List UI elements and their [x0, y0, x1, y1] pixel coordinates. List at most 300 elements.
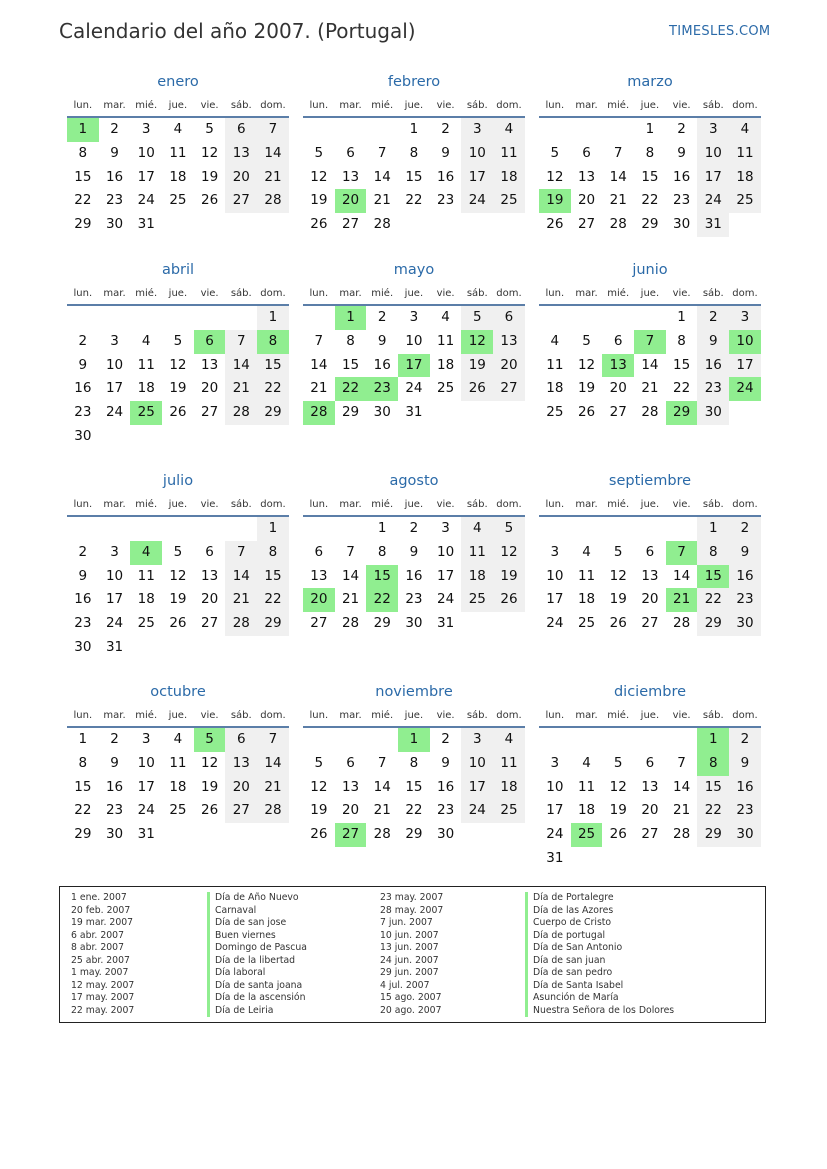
day-cell: 9 [441, 144, 450, 161]
day-cell: 7 [613, 144, 623, 161]
legend-date: 22 may. 2007 [71, 1004, 135, 1016]
legend-name: Día de las Azores [525, 905, 674, 918]
day-cell: 11 [577, 778, 596, 795]
empty-day-cell [634, 306, 666, 330]
day-cell: 29 [341, 404, 360, 421]
holiday-day-cell: 29 [666, 401, 698, 425]
weekday-label: mié. [607, 288, 630, 299]
legend-name: Día de San Antonio [525, 942, 674, 955]
day-cell: 14 [673, 778, 691, 795]
day-cell: 10 [697, 142, 729, 166]
day-cell: 16 [373, 356, 391, 373]
weekday-label: dom. [496, 100, 522, 111]
day-cell: 19 [609, 591, 627, 608]
day-cell: 5 [550, 144, 560, 161]
day-cell: 7 [314, 332, 324, 349]
day-cell: 16 [74, 591, 92, 608]
empty-day-cell [539, 728, 571, 752]
day-cell: 22 [74, 802, 92, 819]
day-cell: 21 [310, 380, 328, 397]
day-cell: 10 [546, 567, 564, 584]
day-cell: 24 [697, 189, 729, 213]
day-cell: 2 [377, 309, 387, 325]
day-cell: 23 [437, 802, 455, 819]
day-cell: 26 [169, 404, 187, 421]
weekday-label: mar. [103, 710, 126, 721]
brand-link[interactable]: TIMESLES.COM [669, 24, 771, 39]
day-cell: 29 [641, 216, 659, 233]
empty-day-cell [99, 517, 131, 541]
legend-names-left [207, 892, 307, 1017]
day-cell: 15 [74, 778, 92, 795]
empty-day-cell [194, 306, 226, 330]
weekday-label: vie. [200, 499, 219, 510]
empty-day-cell [571, 118, 603, 142]
holiday-day-cell: 5 [194, 728, 226, 752]
month-name: mayo [393, 262, 435, 278]
day-cell: 3 [550, 754, 560, 771]
weekday-label: dom. [260, 499, 286, 510]
day-cell: 1 [409, 121, 419, 137]
day-cell: 30 [105, 216, 124, 233]
legend-date: 12 may. 2007 [71, 979, 135, 991]
legend-date: 20 ago. 2007 [380, 1004, 442, 1016]
day-cell: 10 [437, 543, 455, 560]
day-cell: 2 [697, 306, 729, 330]
legend-name: Día de portugal [525, 930, 674, 943]
day-cell: 30 [729, 823, 761, 847]
day-cell: 11 [546, 356, 564, 373]
weekday-label: lun. [309, 499, 329, 510]
weekday-label: jue. [404, 499, 424, 510]
day-cell: 6 [346, 144, 355, 161]
day-cell: 10 [461, 752, 493, 776]
month-abril [67, 258, 289, 449]
legend-name: Asunción de María [525, 992, 674, 1005]
day-cell: 11 [493, 752, 525, 776]
day-cell: 21 [641, 380, 659, 397]
legend-date: 19 mar. 2007 [71, 917, 134, 928]
weekday-label: sáb. [466, 100, 488, 111]
day-cell: 27 [201, 615, 219, 632]
day-cell: 16 [729, 776, 761, 800]
weekday-label: vie. [672, 710, 691, 721]
day-cell: 27 [609, 404, 627, 421]
day-cell: 31 [697, 213, 729, 237]
weekday-label: mié. [371, 499, 394, 510]
day-cell: 2 [441, 731, 450, 747]
day-cell: 9 [697, 330, 729, 354]
day-cell: 1 [257, 306, 289, 330]
day-cell: 26 [169, 615, 187, 632]
day-cell: 2 [677, 121, 686, 137]
month-marzo [539, 70, 761, 237]
weekday-label: vie. [436, 100, 455, 111]
holiday-day-cell: 1 [697, 728, 729, 752]
day-cell: 29 [74, 216, 92, 233]
day-cell: 2 [729, 728, 761, 752]
weekday-label: dom. [732, 710, 758, 721]
day-cell: 19 [609, 802, 627, 819]
day-cell: 11 [137, 356, 155, 373]
holiday-day-cell: 25 [130, 401, 162, 425]
day-cell: 24 [437, 591, 455, 608]
day-cell: 23 [437, 192, 455, 209]
day-cell: 6 [613, 332, 623, 349]
day-cell: 23 [729, 588, 761, 612]
day-cell: 18 [137, 591, 155, 608]
day-cell: 4 [493, 728, 525, 752]
day-cell: 8 [677, 332, 686, 349]
day-cell: 1 [697, 517, 729, 541]
day-cell: 22 [641, 192, 659, 209]
day-cell: 18 [577, 802, 596, 819]
day-cell: 23 [697, 377, 729, 401]
weekday-label: mié. [135, 100, 158, 111]
empty-day-cell [571, 517, 603, 541]
weekday-label: lun. [309, 288, 329, 299]
day-grid [539, 728, 761, 871]
weekday-label: lun. [309, 710, 329, 721]
day-cell: 28 [609, 216, 627, 233]
weekday-label: lun. [73, 499, 93, 510]
day-cell: 3 [110, 543, 119, 560]
legend-date: 28 may. 2007 [380, 904, 444, 916]
day-cell: 24 [461, 189, 493, 213]
day-cell: 6 [225, 118, 257, 142]
day-cell: 25 [461, 588, 493, 612]
day-cell: 29 [697, 823, 729, 847]
day-cell: 25 [169, 802, 187, 819]
day-cell: 10 [105, 356, 124, 373]
day-cell: 15 [641, 168, 659, 185]
weekday-label: mar. [103, 288, 126, 299]
day-cell: 10 [461, 142, 493, 166]
legend-name: Carnaval [207, 905, 307, 918]
weekday-label: jue. [168, 100, 188, 111]
weekday-label: sáb. [466, 710, 488, 721]
weekday-header [67, 493, 289, 517]
weekday-label: vie. [200, 288, 219, 299]
day-cell: 31 [405, 404, 423, 421]
legend-date: 4 jul. 2007 [380, 979, 430, 991]
month-name: enero [157, 74, 199, 90]
day-cell: 5 [461, 306, 493, 330]
holiday-day-cell: 17 [398, 354, 430, 378]
day-cell: 2 [729, 517, 761, 541]
day-cell: 25 [169, 192, 187, 209]
day-cell: 9 [78, 567, 88, 584]
holiday-day-cell: 7 [634, 330, 666, 354]
day-cell: 18 [577, 591, 596, 608]
day-cell: 21 [373, 192, 391, 209]
day-cell: 11 [169, 144, 187, 161]
weekday-label: mar. [575, 288, 598, 299]
legend-name: Domingo de Pascua [207, 942, 307, 955]
holiday-day-cell: 25 [571, 823, 603, 847]
day-cell: 24 [546, 615, 564, 632]
month-name: noviembre [375, 684, 453, 700]
day-cell: 19 [169, 591, 187, 608]
weekday-label: dom. [732, 499, 758, 510]
day-cell: 11 [493, 142, 525, 166]
day-cell: 21 [257, 776, 289, 800]
day-cell: 12 [169, 567, 187, 584]
day-cell: 31 [137, 826, 155, 843]
legend-date: 6 abr. 2007 [71, 929, 125, 941]
day-cell: 28 [341, 615, 360, 632]
day-cell: 14 [373, 778, 391, 795]
day-grid [539, 306, 761, 425]
day-grid [303, 517, 525, 636]
day-cell: 13 [225, 142, 257, 166]
legend-name: Día de san juan [525, 955, 674, 968]
day-cell: 28 [373, 216, 391, 233]
day-cell: 12 [577, 356, 596, 373]
day-cell: 21 [257, 166, 289, 190]
weekday-label: sáb. [702, 499, 724, 510]
empty-day-cell [303, 118, 335, 142]
day-cell: 4 [173, 121, 183, 137]
day-cell: 8 [78, 754, 88, 771]
holiday-day-cell: 12 [461, 330, 493, 354]
day-cell: 26 [461, 377, 493, 401]
holiday-day-cell: 23 [366, 377, 398, 401]
day-cell: 20 [341, 802, 360, 819]
day-cell: 15 [697, 776, 729, 800]
weekday-label: sáb. [230, 288, 252, 299]
day-cell: 23 [405, 591, 423, 608]
weekday-label: mar. [103, 100, 126, 111]
month-agosto [303, 469, 525, 636]
day-cell: 10 [137, 144, 155, 161]
weekday-label: lun. [73, 288, 93, 299]
day-cell: 17 [546, 591, 564, 608]
day-cell: 3 [409, 309, 419, 325]
empty-day-cell [67, 517, 99, 541]
day-cell: 4 [173, 731, 183, 747]
day-cell: 9 [377, 332, 387, 349]
day-cell: 25 [577, 615, 596, 632]
day-cell: 30 [373, 404, 391, 421]
day-cell: 9 [78, 356, 88, 373]
day-cell: 12 [546, 168, 564, 185]
weekday-label: mié. [607, 100, 630, 111]
weekday-label: jue. [168, 288, 188, 299]
day-cell: 11 [137, 567, 155, 584]
month-octubre [67, 680, 289, 847]
day-cell: 28 [257, 189, 289, 213]
weekday-label: dom. [496, 499, 522, 510]
day-cell: 29 [74, 826, 92, 843]
day-cell: 24 [105, 404, 124, 421]
weekday-label: jue. [640, 499, 660, 510]
day-cell: 3 [697, 118, 729, 142]
day-cell: 14 [341, 567, 360, 584]
day-cell: 26 [310, 826, 328, 843]
holiday-day-cell: 8 [257, 330, 289, 354]
day-cell: 14 [641, 356, 659, 373]
day-cell: 14 [373, 168, 391, 185]
weekday-label: mar. [575, 499, 598, 510]
day-cell: 8 [409, 754, 419, 771]
day-cell: 11 [729, 142, 761, 166]
weekday-label: lun. [309, 100, 329, 111]
day-cell: 8 [409, 144, 419, 161]
month-name: marzo [627, 74, 673, 90]
legend-name: Día de Santa Isabel [525, 980, 674, 993]
weekday-label: sáb. [702, 100, 724, 111]
legend-dates-right [380, 892, 443, 1017]
day-cell: 3 [461, 118, 493, 142]
day-cell: 14 [609, 168, 627, 185]
day-cell: 14 [257, 142, 289, 166]
day-cell: 11 [577, 567, 596, 584]
day-cell: 26 [609, 826, 627, 843]
day-cell: 22 [257, 588, 289, 612]
empty-day-cell [634, 517, 666, 541]
month-name: junio [632, 262, 668, 278]
day-cell: 5 [314, 754, 324, 771]
day-cell: 30 [729, 612, 761, 636]
holiday-day-cell: 4 [130, 541, 162, 565]
day-cell: 17 [461, 776, 493, 800]
weekday-label: dom. [732, 100, 758, 111]
day-cell: 24 [461, 799, 493, 823]
day-cell: 5 [314, 144, 324, 161]
day-cell: 2 [409, 520, 419, 536]
day-cell: 25 [137, 615, 155, 632]
empty-day-cell [303, 517, 335, 541]
day-cell: 21 [609, 192, 627, 209]
day-cell: 28 [673, 615, 691, 632]
day-cell: 17 [437, 567, 455, 584]
weekday-label: sáb. [230, 499, 252, 510]
weekday-header [539, 94, 761, 118]
day-cell: 25 [546, 404, 564, 421]
day-cell: 11 [169, 754, 187, 771]
empty-day-cell [666, 517, 698, 541]
weekday-label: vie. [436, 499, 455, 510]
day-cell: 2 [78, 543, 88, 560]
weekday-label: dom. [732, 288, 758, 299]
day-cell: 20 [641, 802, 659, 819]
empty-day-cell [571, 728, 603, 752]
day-cell: 15 [257, 565, 289, 589]
holiday-day-cell: 20 [335, 189, 367, 213]
day-cell: 29 [697, 612, 729, 636]
month-name: septiembre [608, 473, 692, 489]
day-cell: 17 [105, 591, 124, 608]
day-cell: 16 [405, 567, 423, 584]
day-cell: 9 [110, 754, 119, 771]
legend-date: 1 ene. 2007 [71, 892, 127, 903]
legend-date: 1 may. 2007 [71, 967, 129, 978]
day-cell: 9 [729, 541, 761, 565]
weekday-label: mié. [371, 100, 394, 111]
day-cell: 30 [437, 826, 455, 843]
day-cell: 1 [645, 121, 655, 137]
weekday-label: vie. [436, 710, 455, 721]
weekday-label: jue. [640, 100, 660, 111]
day-cell: 28 [257, 799, 289, 823]
day-cell: 27 [310, 615, 328, 632]
weekday-label: mar. [339, 100, 362, 111]
month-mayo [303, 258, 525, 425]
holiday-day-cell: 1 [335, 306, 367, 330]
day-cell: 4 [582, 543, 591, 560]
weekday-label: lun. [545, 100, 565, 111]
day-cell: 3 [110, 332, 119, 349]
weekday-label: dom. [260, 710, 286, 721]
day-cell: 18 [546, 380, 564, 397]
day-cell: 13 [641, 778, 659, 795]
empty-day-cell [539, 118, 571, 142]
day-cell: 8 [78, 144, 88, 161]
empty-day-cell [602, 306, 634, 330]
weekday-label: mié. [135, 710, 158, 721]
day-cell: 14 [310, 356, 328, 373]
weekday-header [539, 282, 761, 306]
day-cell: 25 [437, 380, 455, 397]
weekday-label: jue. [168, 710, 188, 721]
day-cell: 31 [546, 849, 564, 866]
day-cell: 19 [461, 354, 493, 378]
day-cell: 8 [346, 332, 355, 349]
weekday-header [303, 94, 525, 118]
holiday-day-cell: 1 [398, 728, 430, 752]
day-cell: 19 [201, 168, 219, 185]
day-cell: 11 [461, 541, 493, 565]
day-cell: 19 [310, 802, 328, 819]
weekday-label: dom. [496, 710, 522, 721]
day-cell: 26 [493, 588, 525, 612]
day-cell: 12 [169, 356, 187, 373]
day-cell: 30 [697, 401, 729, 425]
day-cell: 13 [201, 567, 219, 584]
month-junio [539, 258, 761, 425]
day-cell: 30 [74, 427, 92, 444]
day-cell: 21 [373, 802, 391, 819]
weekday-header [303, 493, 525, 517]
legend-name: Día de la ascensión [207, 992, 307, 1005]
empty-day-cell [162, 306, 194, 330]
day-cell: 27 [225, 799, 257, 823]
legend-name: Día de Leiria [207, 1005, 307, 1018]
day-cell: 6 [645, 754, 655, 771]
legend-date: 13 jun. 2007 [380, 942, 439, 953]
day-cell: 6 [493, 306, 525, 330]
month-julio [67, 469, 289, 660]
weekday-label: lun. [545, 499, 565, 510]
day-cell: 31 [137, 216, 155, 233]
month-diciembre [539, 680, 761, 871]
day-cell: 14 [673, 567, 691, 584]
empty-day-cell [335, 517, 367, 541]
empty-day-cell [130, 306, 162, 330]
legend-name: Cuerpo de Cristo [525, 917, 674, 930]
day-cell: 15 [341, 356, 360, 373]
day-cell: 12 [310, 778, 328, 795]
holiday-day-cell: 21 [666, 588, 698, 612]
day-cell: 15 [673, 356, 691, 373]
day-cell: 22 [697, 588, 729, 612]
day-cell: 7 [225, 330, 257, 354]
day-cell: 31 [437, 615, 455, 632]
day-cell: 1 [257, 517, 289, 541]
day-cell: 23 [74, 615, 92, 632]
day-cell: 17 [697, 166, 729, 190]
